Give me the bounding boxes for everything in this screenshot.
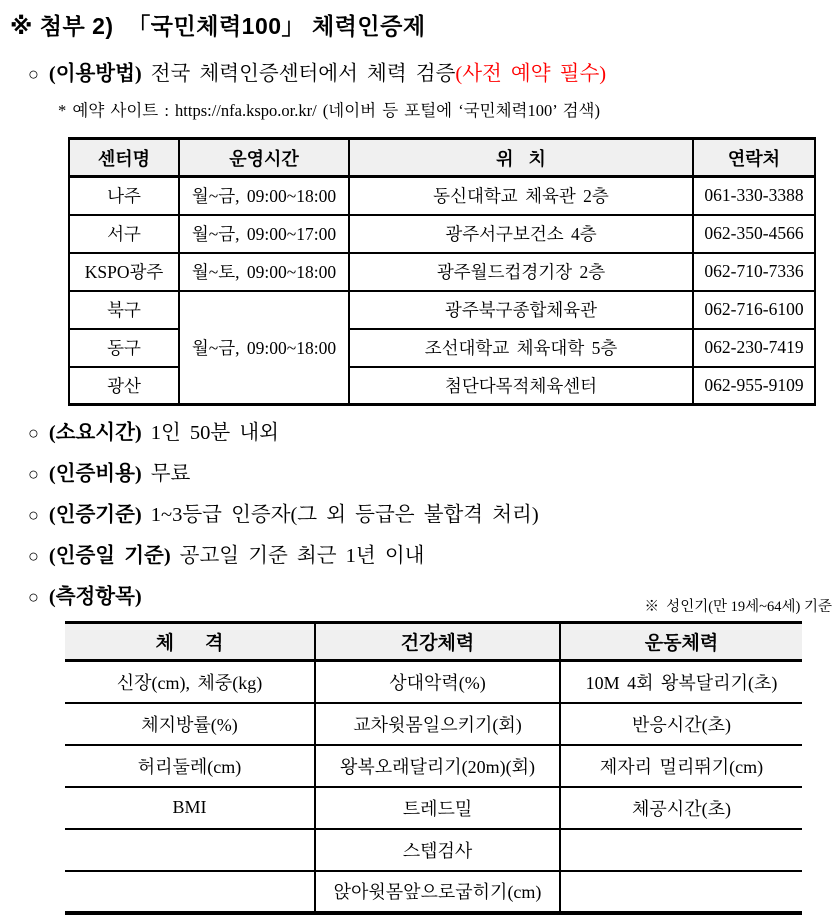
table-row [69,253,815,291]
col-header-center-name: 센터명 [69,139,179,177]
center-name: 나주 [69,177,179,215]
measure-cell: 상대악력(%) [315,661,560,703]
col-header-motor-fitness: 운동체력 [560,623,802,661]
center-location: 첨단다목적체육센터 [349,367,693,405]
center-phone: 062-230-7419 [693,329,815,367]
center-name: 광산 [69,367,179,405]
measure-cell: 체공시간(초) [560,787,802,829]
bullet-label: (인증비용) [48,463,142,485]
bullet-text: 무료 [150,463,191,485]
list-item-cert-date [28,536,539,577]
list-item-cost [28,454,539,495]
table-row [69,291,815,329]
center-location: 조선대학교 체육대학 5층 [349,329,693,367]
list-item-measurement-items [28,577,539,618]
measure-cell: 트레드밀 [315,787,560,829]
center-name: KSPO광주 [69,253,179,291]
table-row [65,703,802,745]
bullet-label: (인증일 기준) [48,545,171,567]
measure-cell: BMI [65,787,315,829]
center-hours-merged: 월~금, 09:00~18:00 [179,291,349,405]
certification-centers-table [68,137,816,406]
usage-method-label: (이용방법) [48,63,142,85]
reservation-site-note: * 예약 사이트 : https://nfa.kspo.or.kr/ (네이버 등 포털에 ‘국민체력100’ 검색) [58,101,600,120]
col-header-health-fitness: 건강체력 [315,623,560,661]
list-item-duration [28,413,539,454]
center-phone: 062-710-7336 [693,253,815,291]
center-location: 동신대학교 체육관 2층 [349,177,693,215]
measure-cell: 허리둘레(cm) [65,745,315,787]
measure-cell: 앉아윗몸앞으로굽히기(cm) [315,871,560,913]
center-location: 광주서구보건소 4층 [349,215,693,253]
circle-bullet: ○ [28,423,39,443]
measure-cell-empty [65,871,315,913]
circle-bullet: ○ [28,64,39,84]
info-bullet-list [28,413,539,618]
bullet-label: (측정항목) [48,586,142,608]
col-header-phone: 연락처 [693,139,815,177]
bullet-label: (인증기준) [48,504,142,526]
table-row [69,215,815,253]
centers-header-row [69,139,815,177]
measurement-items-table [65,621,802,915]
list-item-criteria [28,495,539,536]
bullet-text: 1~3등급 인증자(그 외 등급은 불합격 처리) [150,504,539,526]
table-row [65,661,802,703]
page-title: ※ 첨부 2) 「국민체력100」 체력인증제 [10,13,426,39]
bullet-text: 1인 50분 내외 [150,422,279,444]
measure-cell-empty [65,829,315,871]
center-location: 광주월드컵경기장 2층 [349,253,693,291]
measure-cell-empty [560,871,802,913]
measure-cell: 제자리 멀리뛰기(cm) [560,745,802,787]
table-row [69,177,815,215]
reservation-required-highlight: (사전 예약 필수) [455,63,607,85]
center-name: 동구 [69,329,179,367]
measure-cell: 신장(cm), 체중(kg) [65,661,315,703]
center-phone: 062-955-9109 [693,367,815,405]
measure-cell: 체지방률(%) [65,703,315,745]
circle-bullet: ○ [28,546,39,566]
col-header-location: 위 치 [349,139,693,177]
table-row [65,829,802,871]
center-location: 광주북구종합체육관 [349,291,693,329]
circle-bullet: ○ [28,505,39,525]
center-phone: 062-716-6100 [693,291,815,329]
measure-cell: 스텝검사 [315,829,560,871]
measure-cell: 교차윗몸일으키기(회) [315,703,560,745]
table-row [65,787,802,829]
measure-cell: 반응시간(초) [560,703,802,745]
center-name: 북구 [69,291,179,329]
usage-method-line [28,56,606,86]
circle-bullet: ○ [28,464,39,484]
adult-age-criteria-note: ※ 성인기(만 19세~64세) 기준 [644,599,832,615]
circle-bullet: ○ [28,587,39,607]
bullet-text: 공고일 기준 최근 1년 이내 [179,545,425,567]
col-header-hours: 운영시간 [179,139,349,177]
center-phone: 062-350-4566 [693,215,815,253]
measurement-header-row [65,623,802,661]
bullet-label: (소요시간) [48,422,142,444]
measure-cell-empty [560,829,802,871]
col-header-physique: 체 격 [65,623,315,661]
center-hours: 월~금, 09:00~17:00 [179,215,349,253]
center-hours: 월~토, 09:00~18:00 [179,253,349,291]
measure-cell: 왕복오래달리기(20m)(회) [315,745,560,787]
table-row [65,871,802,913]
center-hours: 월~금, 09:00~18:00 [179,177,349,215]
center-phone: 061-330-3388 [693,177,815,215]
center-name: 서구 [69,215,179,253]
measure-cell: 10M 4회 왕복달리기(초) [560,661,802,703]
usage-method-text: 전국 체력인증센터에서 체력 검증 [150,63,456,85]
table-row [65,745,802,787]
